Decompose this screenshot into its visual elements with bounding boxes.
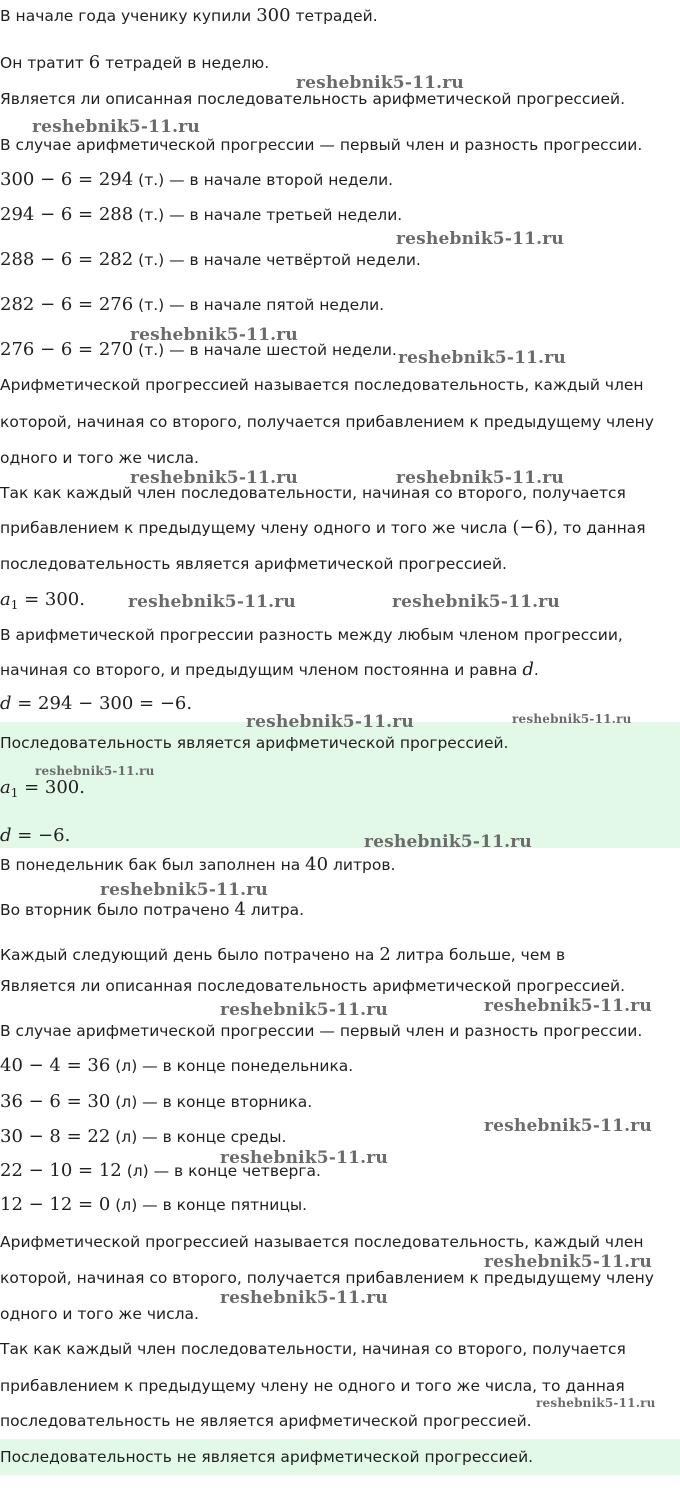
watermark: reshebnik5-11.ru	[512, 712, 632, 726]
first-term-formula: $a_1 = 300$.	[0, 589, 85, 613]
given-text-line: Во вторник было потрачено 4 литра.	[0, 899, 305, 920]
watermark: reshebnik5-11.ru	[100, 880, 268, 900]
calc-row: 30 − 8 = 22 (л) — в конце среды.	[0, 1126, 287, 1147]
watermark: reshebnik5-11.ru	[128, 592, 296, 612]
answer-first-term: $a_1 = 300$.	[0, 777, 85, 801]
answer-text: Последовательность не является арифметической прогрессией.	[0, 1448, 534, 1466]
difference-line: начиная со второго, и предыдущим членом постоянна и равна d.	[0, 659, 539, 680]
watermark: reshebnik5-11.ru	[130, 468, 298, 488]
question-line: Является ли описанная последовательность арифметической прогрессией.	[0, 90, 626, 108]
watermark: reshebnik5-11.ru	[32, 117, 200, 137]
watermark: reshebnik5-11.ru	[484, 1116, 652, 1136]
given-text-line: В начале года ученику купили 300 тетрадей.	[0, 5, 378, 26]
calc-row: 276 − 6 = 270 (т.) — в начале шестой недели.	[0, 339, 397, 360]
watermark: reshebnik5-11.ru	[536, 1396, 656, 1410]
given-text-line: В понедельник бак был заполнен на 40 литров.	[0, 854, 396, 875]
difference-line: В арифметической прогрессии разность между любым членом прогрессии,	[0, 626, 623, 644]
answer-difference: d = −6.	[0, 825, 71, 846]
question-line: Является ли описанная последовательность арифметической прогрессией.	[0, 977, 626, 995]
definition-line: Арифметической прогрессией называется последовательность, каждый член	[0, 376, 644, 394]
definition-line: которой, начиная со второго, получается прибавлением к предыдущему члену	[0, 1269, 654, 1287]
definition-line: одного и того же числа.	[0, 1305, 199, 1323]
watermark: reshebnik5-11.ru	[484, 1252, 652, 1272]
given-text-line: Каждый следующий день было потрачено на 2 литра больше, чем в	[0, 944, 566, 965]
watermark: reshebnik5-11.ru	[220, 1288, 388, 1308]
conclusion-line: прибавлением к предыдущему члену не одного и того же числа, то данная	[0, 1377, 625, 1395]
conclusion-line: Так как каждый член последовательности, начиная со второго, получается	[0, 484, 626, 502]
calc-row: 40 − 4 = 36 (л) — в конце понедельника.	[0, 1055, 354, 1076]
calc-row: 36 − 6 = 30 (л) — в конце вторника.	[0, 1091, 313, 1112]
watermark: reshebnik5-11.ru	[296, 73, 464, 93]
calc-row: 294 − 6 = 288 (т.) — в начале третьей недели.	[0, 204, 403, 225]
watermark: reshebnik5-11.ru	[130, 325, 298, 345]
definition-line: Арифметической прогрессией называется последовательность, каждый член	[0, 1233, 644, 1251]
question-line: В случае арифметической прогрессии — первый член и разность прогрессии.	[0, 1022, 643, 1040]
calc-row: 288 − 6 = 282 (т.) — в начале четвёртой недели.	[0, 249, 421, 270]
watermark: reshebnik5-11.ru	[392, 592, 560, 612]
conclusion-line: последовательность является арифметической прогрессией.	[0, 555, 507, 573]
calc-row: 300 − 6 = 294 (т.) — в начале второй недели.	[0, 169, 394, 190]
conclusion-line: Так как каждый член последовательности, начиная со второго, получается	[0, 1340, 626, 1358]
conclusion-line: последовательность не является арифметической прогрессией.	[0, 1412, 532, 1430]
watermark: reshebnik5-11.ru	[484, 996, 652, 1016]
difference-formula: d = 294 − 300 = −6.	[0, 693, 193, 714]
watermark: reshebnik5-11.ru	[396, 229, 564, 249]
answer-text: Последовательность является арифметической прогрессией.	[0, 734, 509, 752]
watermark: reshebnik5-11.ru	[364, 832, 532, 852]
watermark: reshebnik5-11.ru	[396, 468, 564, 488]
calc-row: 12 − 12 = 0 (л) — в конце пятницы.	[0, 1194, 308, 1215]
watermark: reshebnik5-11.ru	[220, 1000, 388, 1020]
definition-line: которой, начиная со второго, получается прибавлением к предыдущему члену	[0, 413, 654, 431]
question-line: В случае арифметической прогрессии — первый член и разность прогрессии.	[0, 136, 643, 154]
watermark: reshebnik5-11.ru	[398, 348, 566, 368]
definition-line: одного и того же числа.	[0, 449, 199, 467]
calc-row: 282 − 6 = 276 (т.) — в начале пятой недели.	[0, 294, 385, 315]
conclusion-line: прибавлением к предыдущему члену одного и того же числа (−6), то данная	[0, 517, 646, 538]
watermark: reshebnik5-11.ru	[35, 764, 155, 778]
given-text-line: Он тратит 6 тетрадей в неделю.	[0, 52, 270, 73]
watermark: reshebnik5-11.ru	[246, 712, 414, 732]
calc-row: 22 − 10 = 12 (л) — в конце четверга.	[0, 1160, 321, 1181]
watermark: reshebnik5-11.ru	[220, 1148, 388, 1168]
